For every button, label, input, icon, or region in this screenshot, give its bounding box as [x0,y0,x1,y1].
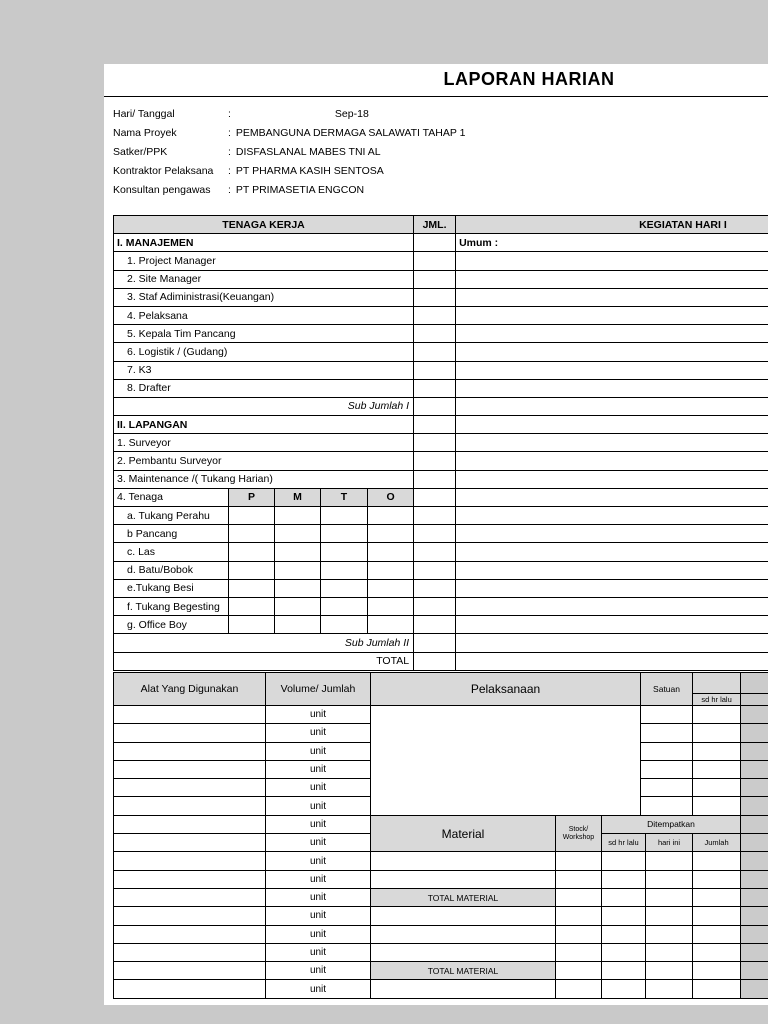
info-row-date [113,104,753,123]
subtotal2-label: Sub Jumlah II [114,634,414,652]
manpower-item: 1. Project Manager [114,252,414,270]
tenaga-row [114,597,768,615]
unit-label: unit [266,779,371,797]
unit-label: unit [266,925,371,943]
tenaga-item: d. Batu/Bobok [114,561,229,579]
manpower-row [114,343,768,361]
info-value: DISFASLANAL MABES TNI AL [235,145,381,158]
manpower-item: 4. Pelaksana [114,306,414,324]
unit-label: unit [266,888,371,906]
volume-header: Volume/ Jumlah [266,673,371,706]
tenaga-kerja-header: TENAGA KERJA [114,216,414,234]
info-label: Kontraktor Pelaksana [113,164,214,177]
unit-label: unit [266,943,371,961]
equipment-header-row [114,673,768,694]
unit-label: unit [266,852,371,870]
manpower-row [114,470,768,488]
manpower-item: 7. K3 [114,361,414,379]
info-colon: : [228,107,231,120]
section-manajemen-row [114,234,768,252]
section-lapangan-row [114,416,768,434]
manpower-item: 1. Surveyor [114,434,414,452]
manpower-item: 5. Kepala Tim Pancang [114,325,414,343]
info-row-konsultan [113,180,753,199]
manpower-row [114,306,768,324]
jumlah-subheader: Jumlah [693,834,741,852]
tenaga-label: 4. Tenaga [114,488,229,506]
tenaga-row [114,561,768,579]
manpower-item: 8. Drafter [114,379,414,397]
manpower-item: 6. Logistik / (Gudang) [114,343,414,361]
total-row [114,652,768,670]
info-value: PT PRIMASETIA ENGCON [235,183,365,196]
total-material-label: TOTAL MATERIAL [371,962,556,980]
manpower-item: 2. Pembantu Surveyor [114,452,414,470]
material-row [114,943,768,961]
title-divider [104,96,768,97]
document-page [104,64,768,1005]
material-row [114,980,768,998]
unit-label: unit [266,760,371,778]
manpower-row [114,361,768,379]
manpower-row [114,270,768,288]
info-label: Nama Proyek [113,126,177,139]
material-row [114,925,768,943]
manpower-row [114,288,768,306]
unit-label: unit [266,742,371,760]
tenaga-row [114,525,768,543]
tenaga-row [114,579,768,597]
info-value: PT PHARMA KASIH SENTOSA [235,164,384,177]
report-title: LAPORAN HARIAN [443,69,615,89]
unit-label: unit [266,797,371,815]
tenaga-row [114,507,768,525]
sd-hr-lalu-header: sd hr lalu [693,694,741,706]
col-t-header: T [321,488,368,506]
material-header: Material [371,815,556,852]
unit-label: unit [266,870,371,888]
manpower-item: 3. Maintenance /( Tukang Harian) [114,470,414,488]
equipment-row [114,706,768,724]
ditempatkan-header: Ditempatkan [602,815,741,833]
subtotal1-row [114,397,768,415]
total-label: TOTAL [114,652,414,670]
kegiatan-umum-label: Umum : [456,234,768,252]
total-material-label: TOTAL MATERIAL [371,888,556,906]
equipment-table [113,672,768,999]
section-title: II. LAPANGAN [114,416,414,434]
info-row-project [113,123,753,142]
hari-ini-subheader: hari ini [646,834,693,852]
info-label: Konsultan pengawas [113,183,211,196]
material-row [114,852,768,870]
clipped-column [741,673,768,694]
unit-label: unit [266,815,371,833]
material-row [114,870,768,888]
section-title: I. MANAJEMEN [114,234,414,252]
info-value: Sep-18 [334,107,369,120]
manpower-item: 3. Staf Adiministrasi(Keuangan) [114,288,414,306]
manpower-table [113,215,768,671]
manpower-row [114,325,768,343]
unit-label: unit [266,706,371,724]
tenaga-subheader-row [114,488,768,506]
jml-header: JML. [414,216,456,234]
manpower-row [114,379,768,397]
total-material-row [114,962,768,980]
manpower-item: 2. Site Manager [114,270,414,288]
kegiatan-header: KEGIATAN HARI I [456,216,768,234]
report-info-block [113,104,753,199]
col-p-header: P [229,488,275,506]
col-m-header: M [275,488,321,506]
tenaga-item: f. Tukang Begesting [114,597,229,615]
unit-label: unit [266,907,371,925]
tenaga-item: c. Las [114,543,229,561]
manpower-row [114,434,768,452]
info-value: PEMBANGUNA DERMAGA SALAWATI TAHAP 1 [235,126,466,139]
info-colon: : [228,145,231,158]
material-header-row [114,815,768,833]
tenaga-item: e.Tukang Besi [114,579,229,597]
unit-label: unit [266,962,371,980]
manpower-header-row [114,216,768,234]
unit-label: unit [266,980,371,998]
subtotal1-label: Sub Jumlah I [114,397,414,415]
tenaga-item: b Pancang [114,525,229,543]
unit-label: unit [266,834,371,852]
info-label: Hari/ Tanggal [113,107,175,120]
col-o-header: O [368,488,414,506]
info-label: Satker/PPK [113,145,168,158]
tenaga-row [114,543,768,561]
material-row [114,907,768,925]
pelaksanaan-header: Pelaksanaan [371,673,641,706]
info-colon: : [228,183,231,196]
total-material-row [114,888,768,906]
alat-header: Alat Yang Digunakan [114,673,266,706]
tenaga-item: a. Tukang Perahu [114,507,229,525]
subtotal2-row [114,634,768,652]
unit-label: unit [266,724,371,742]
sd-hr-lalu-subheader: sd hr lalu [602,834,646,852]
info-colon: : [228,126,231,139]
info-row-satker [113,142,753,161]
satuan-header: Satuan [641,673,693,706]
info-colon: : [228,164,231,177]
manpower-row [114,452,768,470]
tenaga-row [114,616,768,634]
pelaksanaan-area [371,706,641,816]
stock-workshop-header: Stock/ Workshop [556,815,602,852]
info-row-kontraktor [113,161,753,180]
manpower-row [114,252,768,270]
tenaga-item: g. Office Boy [114,616,229,634]
